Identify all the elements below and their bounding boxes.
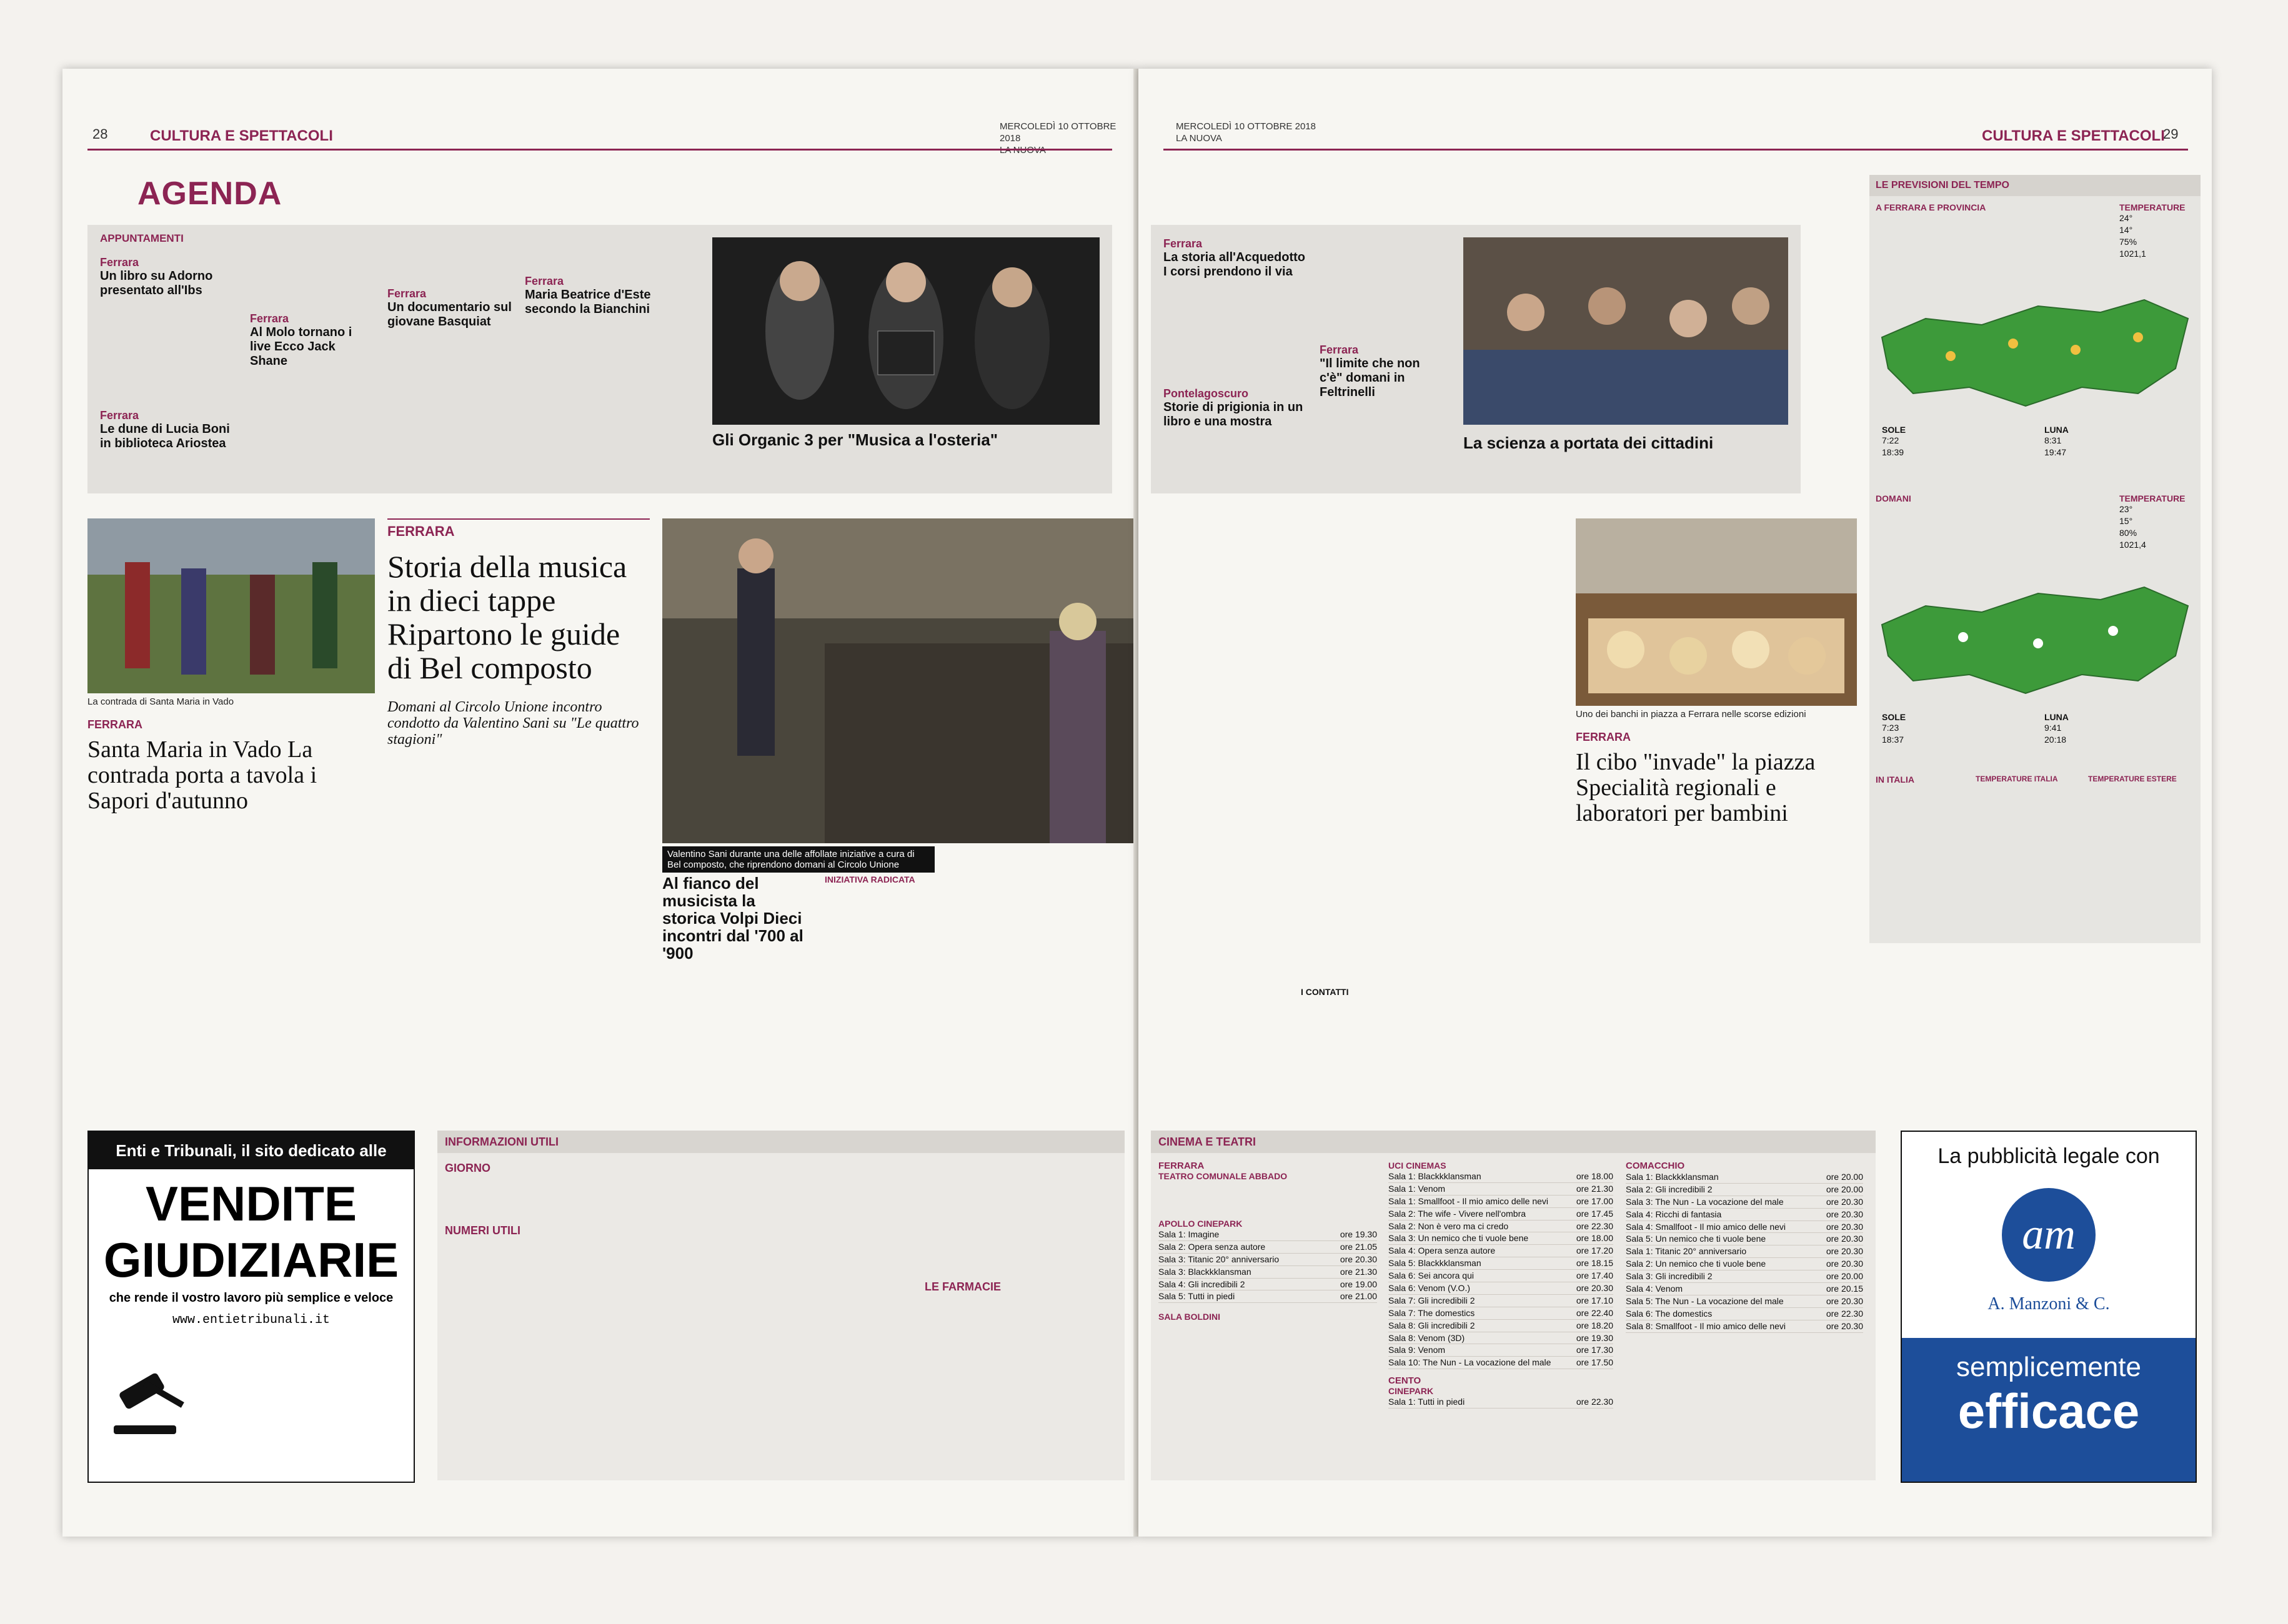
listing-time: ore 20.30 [1826, 1295, 1863, 1306]
numeri-utili-label: NUMERI UTILI [445, 1224, 520, 1237]
listing-row [1388, 1396, 1613, 1409]
ad-title-2: GIUDIZIARIE [103, 1232, 399, 1287]
listing-title-text: Sala 4: Venom [1626, 1284, 1683, 1294]
manzoni-ad[interactable] [1901, 1131, 2197, 1483]
temp-italia-label: TEMPERATURE ITALIA [1976, 775, 2058, 783]
listing-row [1388, 1183, 1613, 1196]
listing-time: ore 20.30 [1340, 1254, 1377, 1264]
ad-top-line: Enti e Tribunali, il sito dedicato alle [89, 1132, 414, 1169]
listing-row [1158, 1254, 1377, 1266]
tomorrow-temperatures: TEMPERATURE 23° 15° 80% 1021,4 [2119, 493, 2186, 550]
listing-title-text: Sala 8: Gli incredibili 2 [1388, 1320, 1475, 1330]
sun-tomorrow: SOLE 7:23 18:37 [1882, 712, 1906, 745]
contatti-label: I CONTATTI [1301, 987, 1349, 997]
listing-time: ore 20.30 [1826, 1320, 1863, 1331]
listing-title-text: Sala 9: Venom [1388, 1345, 1446, 1355]
listing-time: ore 22.30 [1576, 1220, 1613, 1231]
listing-time: ore 20.30 [1826, 1259, 1863, 1269]
cibo-kicker: FERRARA [1576, 731, 1631, 743]
listing-title-text: Sala 4: Gli incredibili 2 [1158, 1279, 1245, 1289]
listing-title-text: Sala 8: Venom (3D) [1388, 1332, 1465, 1343]
listing-time: ore 20.30 [1826, 1234, 1863, 1244]
listing-row [1158, 1279, 1377, 1291]
section-label: CULTURA E SPETTACOLI [150, 127, 333, 144]
meteo-region: A FERRARA E PROVINCIA [1876, 202, 1986, 212]
listing-row [1388, 1295, 1613, 1307]
listing-time: ore 21.30 [1576, 1183, 1613, 1194]
listing-row [1388, 1332, 1613, 1345]
listing-row [1626, 1171, 1863, 1184]
listing-title-text: Sala 4: Opera senza autore [1388, 1245, 1496, 1256]
agenda-right-block [1151, 225, 1801, 493]
agenda-item: Ferrara Al Molo tornano i live Ecco Jack Shane [250, 312, 352, 368]
listing-title-text: Sala 5: Blackkklansman [1388, 1258, 1481, 1269]
listing-row [1388, 1257, 1613, 1270]
listing-title-text: Sala 7: Gli incredibili 2 [1388, 1295, 1475, 1305]
listing-time: ore 17.40 [1576, 1270, 1613, 1281]
italia-label: IN ITALIA [1876, 775, 1914, 785]
listing-time: ore 20.00 [1826, 1271, 1863, 1282]
organic-photo [712, 237, 1100, 425]
informazioni-utili [437, 1131, 1125, 1480]
cinema-header: CINEMA E TEATRI [1158, 1136, 1256, 1148]
cibo-caption: Uno dei banchi in piazza a Ferrara nelle scorse edizioni [1576, 709, 1806, 720]
main-kicker: FERRARA [387, 523, 455, 539]
listing-row [1158, 1229, 1377, 1241]
temp-estere-label: TEMPERATURE ESTERE [2088, 775, 2177, 783]
cibo-title: Il cibo "invade" la piazza Specialità regionali e laboratori per bambini [1576, 749, 1816, 827]
concert-caption: Valentino Sani durante una delle affollate iniziative a cura di Bel composto, che riprendono domani al Circolo Unione [662, 846, 935, 873]
listing-row [1388, 1196, 1613, 1208]
listing-title-text: Sala 4: Ricchi di fantasia [1626, 1209, 1722, 1219]
listing-title-text: Sala 2: Gli incredibili 2 [1626, 1184, 1713, 1194]
listing-row [1388, 1282, 1613, 1295]
listing-row [1626, 1295, 1863, 1308]
listing-row [1388, 1270, 1613, 1282]
listing-title-text: Sala 2: Un nemico che ti vuole bene [1626, 1259, 1766, 1269]
cinema-col-1: FERRARA TEATRO COMUNALE ABBADO APOLLO CINEPARK Sala 1: Imagine ore 19.30 Sala 2: Opera senza autore ore 21.05 Sala 3: Titanic 20° anniversario ore 20.30 Sala 3: Blackkklansman ore 21.30 Sala 4: Gli incredibili 2 ore 19.00 Sala 5: Tutti in piedi ore 21.00 SALA BOLDINI [1158, 1161, 1377, 1322]
agenda-item: Ferrara Le dune di Lucia Boni in biblioteca Ariostea [100, 409, 230, 450]
listing-row [1626, 1184, 1863, 1196]
listing-time: ore 20.00 [1826, 1172, 1863, 1182]
info-header: INFORMAZIONI UTILI [445, 1136, 559, 1148]
listing-time: ore 19.00 [1340, 1279, 1377, 1289]
listing-title-text: Sala 5: The Nun - La vocazione del male [1626, 1295, 1784, 1306]
santa-maria-photo [87, 518, 375, 693]
province-map-tomorrow [1876, 568, 2194, 706]
appuntamenti-label: APPUNTAMENTI [100, 232, 184, 244]
listing-title-text: Sala 1: Smallfoot - Il mio amico delle nevi [1388, 1196, 1548, 1206]
listing-row [1388, 1232, 1613, 1245]
header-rule [87, 149, 1112, 151]
listing-title-text: Sala 1: Blackkklansman [1626, 1172, 1719, 1182]
ad-url[interactable]: www.entietribunali.it [172, 1313, 331, 1327]
meteo-panel [1869, 175, 2201, 943]
listing-time: ore 22.40 [1576, 1307, 1613, 1318]
listing-time: ore 20.30 [1826, 1246, 1863, 1257]
volpi-title: Al fianco del musicista la storica Volpi Dieci incontri dal '700 al '900 [662, 874, 803, 963]
listing-time: ore 20.30 [1826, 1221, 1863, 1232]
cinema-teatri [1151, 1131, 1876, 1480]
volpi-label: INIZIATIVA RADICATA [825, 874, 915, 884]
ad-title-1: VENDITE [145, 1176, 357, 1231]
listing-title-text: Sala 8: Smallfoot - Il mio amico delle nevi [1626, 1320, 1786, 1331]
listing-time: ore 18.15 [1576, 1258, 1613, 1269]
dateline: MERCOLEDÌ 10 OTTOBRE 2018 LA NUOVA [1176, 121, 1316, 144]
listing-row [1388, 1220, 1613, 1233]
main-title: Storia della musica in dieci tappe Ripartono le guide di Bel composto [387, 549, 627, 685]
right-page [1138, 69, 2212, 1537]
listing-title-text: Sala 10: The Nun - La vocazione del male [1388, 1357, 1551, 1368]
listing-title-text: Sala 4: Smallfoot - Il mio amico delle nevi [1626, 1221, 1786, 1232]
listing-time: ore 19.30 [1340, 1229, 1377, 1239]
listing-row [1626, 1258, 1863, 1270]
concert-photo [662, 518, 1137, 843]
listing-title-text: Sala 2: The wife - Vivere nell'ombra [1388, 1208, 1526, 1219]
ad-subtitle: che rende il vostro lavoro più semplice e veloce [109, 1291, 394, 1305]
giorno-label: GIORNO [445, 1162, 491, 1174]
listing-title-text: Sala 1: Imagine [1158, 1229, 1220, 1239]
agenda-item: Ferrara Un documentario sul giovane Basquiat [387, 287, 512, 329]
listing-time: ore 17.10 [1576, 1295, 1613, 1305]
listing-title-text: Sala 2: Opera senza autore [1158, 1241, 1266, 1252]
listing-row [1388, 1344, 1613, 1357]
dateline: MERCOLEDÌ 10 OTTOBRE 2018 [1000, 121, 1117, 144]
listing-row [1158, 1290, 1377, 1303]
listing-row [1388, 1245, 1613, 1257]
listing-title-text: Sala 1: Tutti in piedi [1388, 1397, 1465, 1407]
listing-time: ore 20.00 [1826, 1184, 1863, 1194]
listing-row [1158, 1266, 1377, 1279]
section-label: CULTURA E SPETTACOLI [1982, 127, 2165, 144]
agenda-item: Pontelagoscuro Storie di prigionia in un libro e una mostra [1163, 387, 1303, 428]
page-number: 28 [92, 126, 108, 142]
listing-row [1626, 1233, 1863, 1245]
listing-time: ore 20.30 [1826, 1209, 1863, 1219]
listing-row [1626, 1245, 1863, 1258]
listing-time: ore 18.00 [1576, 1171, 1613, 1181]
listing-row [1626, 1270, 1863, 1283]
moon-tomorrow: LUNA 9:41 20:18 [2044, 712, 2069, 745]
listing-title-text: Sala 6: Sei ancora qui [1388, 1270, 1474, 1281]
listing-row [1158, 1241, 1377, 1254]
meteo-title: LE PREVISIONI DEL TEMPO [1876, 180, 2009, 191]
listing-title-text: Sala 1: Blackkklansman [1388, 1171, 1481, 1181]
gavel-icon [107, 1357, 195, 1444]
listing-time: ore 18.00 [1576, 1233, 1613, 1244]
scienza-title: La scienza a portata dei cittadini [1463, 433, 1714, 452]
listing-time: ore 22.30 [1576, 1397, 1613, 1407]
listing-title-text: Sala 1: Titanic 20° anniversario [1626, 1246, 1747, 1257]
agenda-item: Ferrara Maria Beatrice d'Este secondo la Bianchini [525, 275, 651, 316]
farmacie-label: LE FARMACIE [925, 1280, 1002, 1293]
page-number: 29 [2163, 126, 2179, 142]
organic-caption: Gli Organic 3 per "Musica a l'osteria" [712, 430, 998, 449]
header-rule [1163, 149, 2188, 151]
today-temperatures: TEMPERATURE 24° 14° 75% 1021,1 [2119, 202, 2186, 259]
listing-title-text: Sala 7: The domestics [1388, 1307, 1475, 1318]
listing-time: ore 20.30 [1826, 1196, 1863, 1207]
tomorrow-label: DOMANI [1876, 493, 1911, 503]
scienza-photo [1463, 237, 1788, 425]
listing-title-text: Sala 5: Un nemico che ti vuole bene [1626, 1234, 1766, 1244]
listing-title-text: Sala 6: The domestics [1626, 1308, 1713, 1319]
sun-today: SOLE 7:22 18:39 [1882, 425, 1906, 457]
moon-today: LUNA 8:31 19:47 [2044, 425, 2069, 457]
listing-title-text: Sala 3: Titanic 20° anniversario [1158, 1254, 1280, 1264]
agenda-item: Ferrara Un libro su Adorno presentato all'Ibs [100, 256, 213, 297]
manzoni-headline: La pubblicità legale con [1937, 1144, 2160, 1168]
cinema-col-2: UCI CINEMAS Sala 1: Blackkklansman ore 18.00 Sala 1: Venom ore 21.30 Sala 1: Smallfoot - Il mio amico delle nevi ore 17.00 Sala 2: The wife - Vivere nell'ombra ore 17.45 Sala 2: Non è vero ma ci credo ore 22.30 Sala 3: Un nemico che ti vuole bene ore 18.00 Sala 4: Opera senza autore ore 17.20 Sala 5: Blackkklansman ore 18.15 Sala 6: Sei ancora qui ore 17.40 Sala 6: Venom (V.O.) ore 20.30 Sala 7: Gli incredibili 2 ore 17.10 Sala 7: The domestics ore 22.40 Sala 8: Gli incredibili 2 ore 18.20 Sala 8: Venom (3D) ore 19.30 Sala 9: Venom ore 17.30 Sala 10: The Nun - La vocazione del male ore 17.50 CENTO CINEPARK Sala 1: Tutti in piedi ore 22.30 [1388, 1161, 1613, 1409]
listing-time: ore 18.20 [1576, 1320, 1613, 1330]
agenda-title: AGENDA [137, 176, 282, 212]
listing-row [1388, 1307, 1613, 1320]
listing-row [1626, 1320, 1863, 1333]
listing-title-text: Sala 3: Un nemico che ti vuole bene [1388, 1233, 1529, 1244]
listing-title-text: Sala 5: Tutti in piedi [1158, 1291, 1235, 1302]
province-map-today [1876, 281, 2194, 418]
cinema-col-3: COMACCHIO Sala 1: Blackkklansman ore 20.00 Sala 2: Gli incredibili 2 ore 20.00 Sala 3: The Nun - La vocazione del male ore 20.30 Sala 4: Ricchi di fantasia ore 20.30 Sala 4: Smallfoot - Il mio amico delle nevi ore 20.30 Sala 5: Un nemico che ti vuole bene ore 20.30 Sala 1: Titanic 20° anniversario ore 20.30 Sala 2: Un nemico che ti vuole bene ore 20.30 Sala 3: Gli incredibili 2 ore 20.00 Sala 4: Venom ore 20.15 Sala 5: The Nun - La vocazione del male ore 20.30 Sala 6: The domestics ore 22.30 Sala 8: Smallfoot - Il mio amico delle nevi ore 20.30 [1626, 1161, 1863, 1333]
main-top-rule [387, 518, 650, 520]
listing-row [1626, 1308, 1863, 1320]
listing-title-text: Sala 6: Venom (V.O.) [1388, 1283, 1470, 1294]
listing-title-text: Sala 3: Gli incredibili 2 [1626, 1271, 1713, 1282]
agenda-item: Ferrara La storia all'Acquedotto I corsi prendono il via [1163, 237, 1306, 279]
listing-row [1388, 1357, 1613, 1369]
listing-time: ore 17.20 [1576, 1245, 1613, 1256]
agenda-item: Ferrara "Il limite che non c'è" domani in Feltrinelli [1320, 344, 1420, 399]
santa-maria-title: Santa Maria in Vado La contrada porta a tavola i Sapori d'autunno [87, 736, 317, 814]
left-page [62, 69, 1137, 1537]
main-subtitle: Domani al Circolo Unione incontro condotto da Valentino Sani su "Le quattro stagioni" [387, 699, 639, 748]
manzoni-banner: semplicemente efficace [1902, 1338, 2196, 1482]
listing-time: ore 19.30 [1576, 1332, 1613, 1343]
listing-time: ore 20.30 [1576, 1283, 1613, 1294]
santa-maria-kicker: FERRARA [87, 718, 142, 731]
listing-title-text: Sala 3: Blackkklansman [1158, 1266, 1251, 1277]
manzoni-company: A. Manzoni & C. [1987, 1294, 2110, 1314]
newspaper-spread [62, 69, 2212, 1537]
listing-row [1626, 1209, 1863, 1221]
listing-time: ore 20.15 [1826, 1284, 1863, 1294]
listing-time: ore 21.00 [1340, 1291, 1377, 1302]
listing-row [1388, 1320, 1613, 1332]
listing-row [1626, 1196, 1863, 1209]
listing-time: ore 17.50 [1576, 1357, 1613, 1368]
listing-time: ore 21.05 [1340, 1241, 1377, 1252]
listing-time: ore 21.30 [1340, 1266, 1377, 1277]
manzoni-logo: am [2002, 1188, 2096, 1282]
listing-time: ore 17.45 [1576, 1208, 1613, 1219]
listing-row [1626, 1221, 1863, 1234]
listing-title-text: Sala 1: Venom [1388, 1183, 1446, 1194]
listing-time: ore 17.30 [1576, 1345, 1613, 1355]
vendite-giudiziarie-ad[interactable] [87, 1131, 415, 1483]
listing-title-text: Sala 3: The Nun - La vocazione del male [1626, 1196, 1784, 1207]
listing-time: ore 22.30 [1826, 1308, 1863, 1319]
cinema-header-bar [1151, 1131, 1876, 1153]
listing-row [1388, 1171, 1613, 1183]
listing-row [1626, 1283, 1863, 1295]
cibo-photo [1576, 518, 1857, 706]
santa-maria-caption: La contrada di Santa Maria in Vado [87, 696, 234, 707]
appuntamenti-block [87, 225, 1112, 493]
listing-time: ore 17.00 [1576, 1196, 1613, 1206]
listing-row [1388, 1208, 1613, 1220]
listing-title-text: Sala 2: Non è vero ma ci credo [1388, 1220, 1509, 1231]
